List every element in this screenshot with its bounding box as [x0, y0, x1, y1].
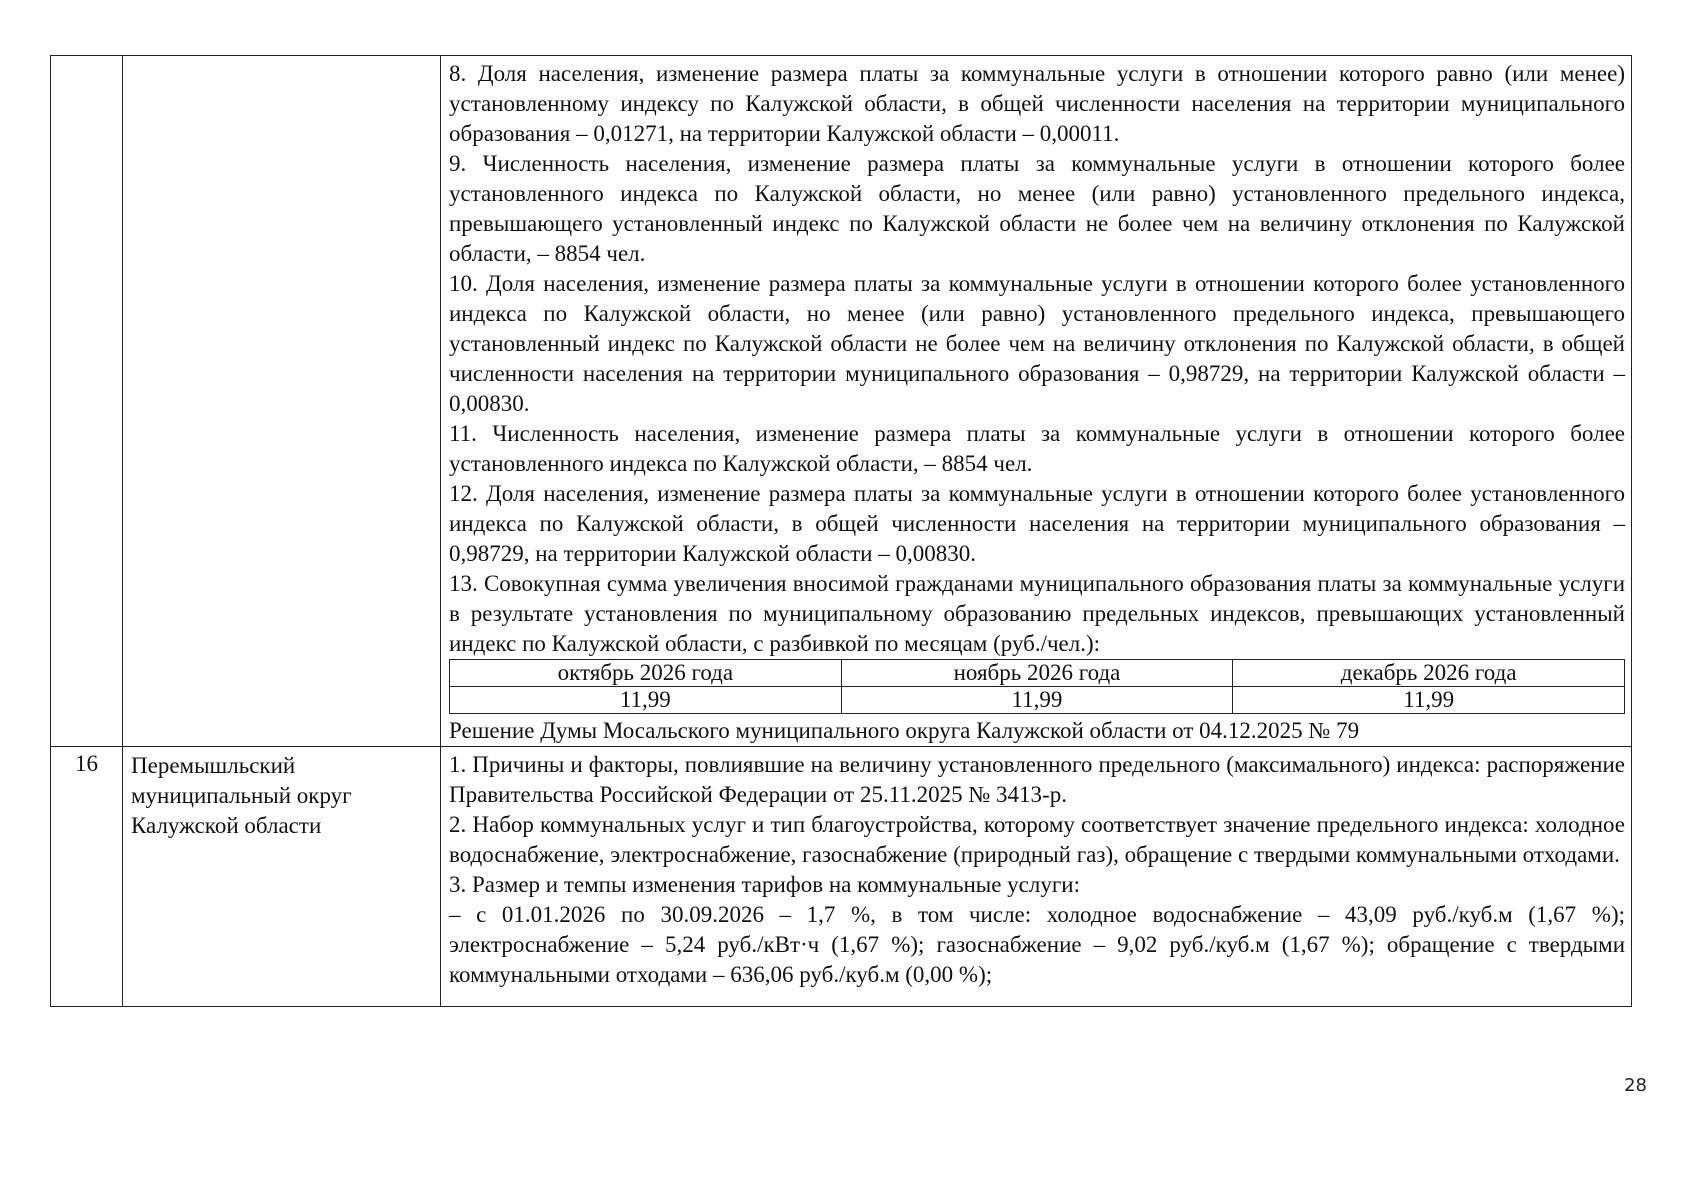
indicator-paragraph: 13. Совокупная сумма увеличения вносимой гражданами муниципального образования платы за коммунальные услуги в результате установления по муниципальному образованию предельных индексов, превышающих установленный индекс по Калужской области, с разбивкой по месяцам (руб./чел.):	[449, 571, 1625, 656]
indicator-paragraph: 11. Численность населения, изменение размера платы за коммунальные услуги в отношении которого более установленного индекса по Калужской области, – 8854 чел.	[449, 421, 1625, 476]
row-number-cell	[51, 56, 123, 747]
decision-reference: Решение Думы Мосальского муниципального округа Калужской области от 04.12.2025 № 79	[449, 718, 1360, 743]
municipality-name-cell	[123, 56, 441, 747]
row-number-cell: 16	[51, 747, 123, 1007]
municipality-name-cell: Перемышльский муниципальный округ Калужской области	[123, 747, 441, 1007]
indicator-paragraph: 10. Доля населения, изменение размера платы за коммунальные услуги в отношении которого более установленного индекса по Калужской области, но менее (или равно) установленного предельного индекса, превышающего установленный индекс по Калужской области не более чем на величину отклонения по Калужской области, в общей численности населения на территории муниципального образования – 0,98729, на территории Калужской области – 0,00830.	[449, 271, 1625, 416]
monthly-table-header: декабрь 2026 года	[1233, 660, 1625, 687]
indicator-paragraph: 3. Размер и темпы изменения тарифов на коммунальные услуги:	[449, 872, 1080, 897]
table-row	[51, 747, 1632, 1007]
monthly-table	[449, 659, 1625, 714]
monthly-table-header-row	[450, 660, 1625, 687]
monthly-table-header: ноябрь 2026 года	[841, 660, 1233, 687]
monthly-table-value-row	[450, 687, 1625, 714]
indicator-paragraph: 9. Численность населения, изменение размера платы за коммунальные услуги в отношении которого более установленного индекса по Калужской области, но менее (или равно) установленного предельного индекса, превышающего установленный индекс по Калужской области не более чем на величину отклонения по Калужской области, – 8854 чел.	[449, 151, 1625, 266]
table-row	[51, 56, 1632, 747]
monthly-table-value: 11,99	[1233, 687, 1625, 714]
page-number: 28	[1624, 1075, 1647, 1096]
monthly-table-header: октябрь 2026 года	[450, 660, 842, 687]
indicators-cell	[441, 747, 1632, 1007]
monthly-table-value: 11,99	[450, 687, 842, 714]
indicators-cell	[441, 56, 1632, 747]
main-table	[50, 55, 1632, 1007]
indicator-paragraph: 12. Доля населения, изменение размера платы за коммунальные услуги в отношении которого более установленного индекса по Калужской области, в общей численности населения на территории муниципального образования – 0,98729, на территории Калужской области – 0,00830.	[449, 481, 1625, 566]
indicator-paragraph: 1. Причины и факторы, повлиявшие на величину установленного предельного (максимального) индекса: распоряжение Правительства Российской Федерации от 25.11.2025 № 3413-р.	[449, 752, 1625, 807]
indicator-paragraph: 8. Доля населения, изменение размера платы за коммунальные услуги в отношении которого равно (или менее) установленному индексу по Калужской области, в общей численности населения на территории муниципального образования – 0,01271, на территории Калужской области – 0,00011.	[449, 61, 1625, 146]
monthly-table-value: 11,99	[841, 687, 1233, 714]
indicator-paragraph: – с 01.01.2026 по 30.09.2026 – 1,7 %, в том числе: холодное водоснабжение – 43,09 руб./куб.м (1,67 %); электроснабжение – 5,24 руб./кВт·ч (1,67 %); газоснабжение – 9,02 руб./куб.м (1,67 %); обращение с твердыми коммунальными отходами – 636,06 руб./куб.м (0,00 %);	[449, 902, 1625, 987]
indicator-paragraph: 2. Набор коммунальных услуг и тип благоустройства, которому соответствует значение предельного индекса: холодное водоснабжение, электроснабжение, газоснабжение (природный газ), обращение с твердыми коммунальными отходами.	[449, 812, 1625, 867]
